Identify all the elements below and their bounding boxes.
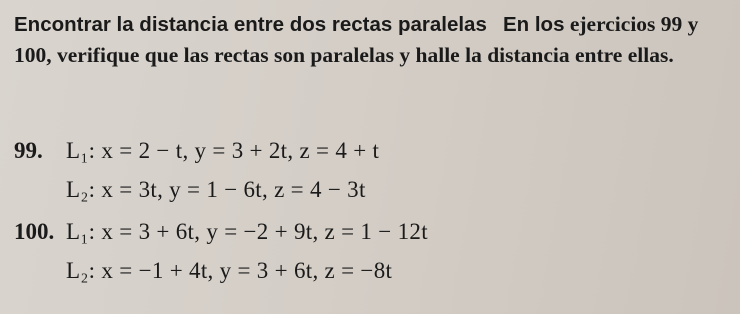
exercise-100-line-2	[14, 258, 392, 284]
instructions-text: ejercicios 99 y 100, verifique que las rectas son paralelas y halle la distancia entre ellas.	[14, 12, 699, 67]
exercise-number: 99.	[14, 138, 43, 163]
section-heading: Encontrar la distancia entre dos rectas paralelas	[14, 13, 487, 36]
line-equation: L₁: x = 2 − t, y = 3 + 2t, z = 4 + t	[66, 138, 380, 163]
line-equation: L₂: x = −1 + 4t, y = 3 + 6t, z = −8t	[66, 258, 393, 283]
exercise-99-line-1	[14, 138, 379, 164]
exercise-99-line-2	[14, 177, 366, 203]
instructions-paragraph	[14, 9, 730, 71]
exercise-number: 100.	[14, 219, 55, 244]
heading-tail: En los	[502, 13, 565, 36]
line-equation: L₂: x = 3t, y = 1 − 6t, z = 4 − 3t	[66, 177, 366, 202]
exercise-100-line-1	[14, 219, 428, 245]
line-equation: L₁: x = 3 + 6t, y = −2 + 9t, z = 1 − 12t	[66, 219, 428, 244]
